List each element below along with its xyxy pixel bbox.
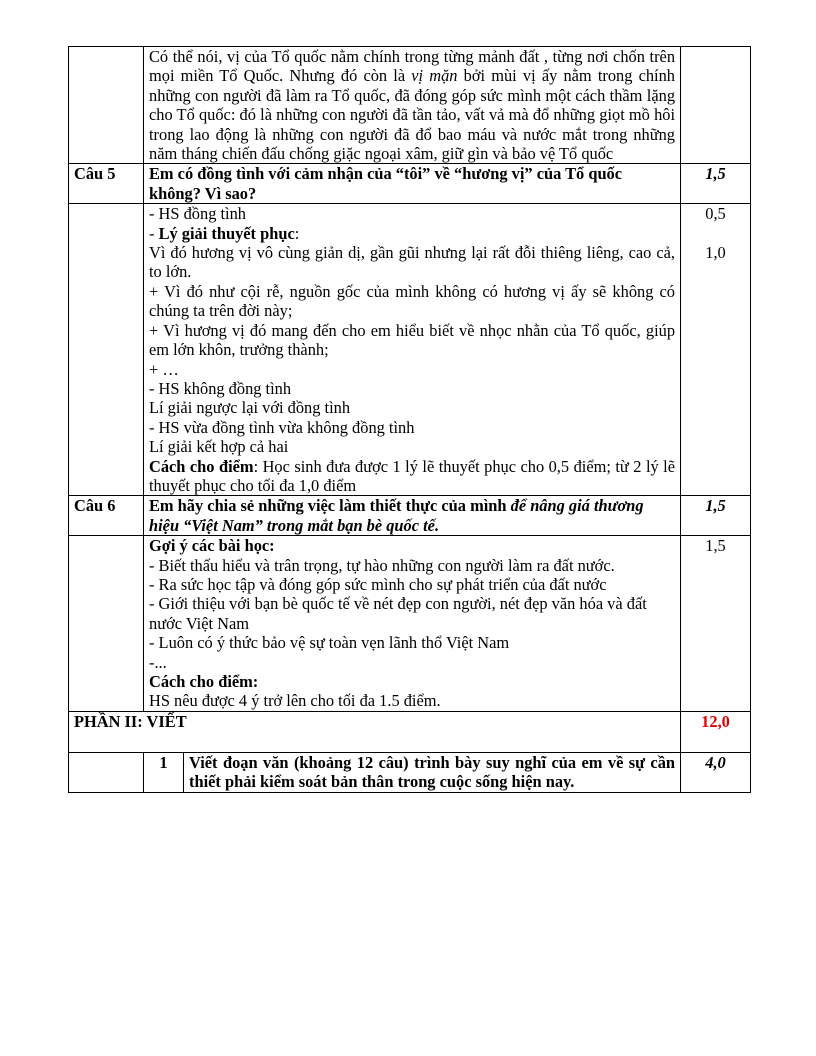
answer-line: - Biết thấu hiểu và trân trọng, tự hào những con người làm ra đất nước.	[149, 555, 615, 575]
question-label: Câu 6	[69, 496, 144, 536]
answer-text: Có thể nói, vị của Tổ quốc nằm chính trong từng mảnh đất , từng nơi chốn trên mọi miền Tổ Quốc. Nhưng đó còn là	[149, 47, 676, 86]
answer-line: + Vì đó như cội rễ, nguồn gốc của mình không có hương vị ấy sẽ không có chúng ta trên đời này;	[149, 281, 676, 321]
answer-line: Vì đó hương vị vô cùng giản dị, gần gũi nhưng lại rất đỗi thiêng liêng, cao cả, to lớn.	[149, 243, 676, 282]
answer-line: - Luôn có ý thức bảo vệ sự toàn vẹn lãnh thổ Việt Nam	[149, 633, 510, 653]
question-points: 1,5	[681, 496, 751, 536]
table-row	[69, 752, 751, 792]
answer-line: - HS vừa đồng tình vừa không đồng tình	[149, 417, 415, 437]
table-row	[69, 711, 751, 752]
table-row	[69, 496, 751, 536]
answer-cell	[144, 536, 681, 712]
question-label: Câu 5	[69, 164, 144, 204]
answer-line: - Lý giải thuyết phục:	[149, 223, 300, 243]
points-value: 0,5	[705, 204, 726, 224]
table-row	[69, 536, 751, 712]
scoring-label: Cách cho điểm:	[149, 672, 259, 691]
points-value: 1,0	[705, 243, 726, 263]
scoring-text: HS nêu được 4 ý trở lên cho tối đa 1.5 điểm.	[149, 691, 441, 711]
table-row	[69, 204, 751, 496]
answer-italic-text: vị mặn	[411, 66, 458, 86]
table-row	[69, 47, 751, 164]
answer-text: bởi mùi vị ấy nằm trong chính những con người đã làm ra Tổ quốc, đã đóng góp sức mình một cách thầm lặng cho Tổ quốc: đó là những con người đã tần tảo, vất vả mà đổ những giọt mồ hôi trong lao động là những con người đã đổ bao máu và nước mắt trong những năm tháng chiến đấu chống giặc ngoại xâm, giữ gìn và bảo vệ Tổ quốc	[149, 66, 676, 164]
item-points: 4,0	[681, 752, 751, 792]
answer-cell	[144, 47, 681, 164]
answer-line: - HS đồng tình	[149, 204, 246, 224]
hint-label: Gợi ý các bài học:	[149, 536, 275, 556]
points-cell	[681, 47, 751, 164]
answer-line: - Giới thiệu với bạn bè quốc tế về nét đẹp con người, nét đẹp văn hóa và đất nước Việt Nam	[149, 594, 647, 633]
table-row	[69, 164, 751, 204]
question-cell	[69, 536, 144, 712]
points-cell	[681, 204, 751, 496]
question-text: Em có đồng tình với cảm nhận của “tôi” về “hương vị” của Tổ quốc không? Vì sao?	[144, 164, 681, 204]
section-points: 12,0	[681, 711, 751, 752]
answer-line: + …	[149, 359, 179, 379]
question-cell	[69, 752, 144, 792]
item-number: 1	[144, 752, 184, 792]
item-text: Viết đoạn văn (khoảng 12 câu) trình bày suy nghĩ của em về sự cần thiết phải kiểm soát bản thân trong cuộc sống hiện nay.	[184, 752, 681, 792]
question-cell	[69, 47, 144, 164]
answer-line: Lí giải ngược lại với đồng tình	[149, 398, 351, 418]
answer-line: Lí giải kết hợp cả hai	[149, 437, 289, 457]
question-text: Em hãy chia sẻ những việc làm thiết thực của mình để nâng giá thương hiệu “Việt Nam” trong mắt bạn bè quốc tế.	[144, 496, 681, 536]
points-value: 1,5	[681, 536, 751, 712]
question-points: 1,5	[681, 164, 751, 204]
question-cell	[69, 204, 144, 496]
answer-line: -...	[149, 652, 167, 672]
answer-line: + Vì hương vị đó mang đến cho em hiểu biết về nhọc nhằn của Tổ quốc, giúp em lớn khôn, trưởng thành;	[149, 320, 676, 360]
answer-key-table	[68, 46, 751, 793]
answer-line: - HS không đồng tình	[149, 378, 292, 398]
scoring-note: Cách cho điểm: Học sinh đưa được 1 lý lẽ thuyết phục cho 0,5 điểm; từ 2 lý lẽ thuyết phục cho tối đa 1,0 điểm	[149, 456, 676, 495]
answer-cell	[144, 204, 681, 496]
answer-line: - Ra sức học tập và đóng góp sức mình cho sự phát triển của đất nước	[149, 574, 607, 594]
section-title: PHẦN II: VIẾT	[69, 711, 681, 752]
